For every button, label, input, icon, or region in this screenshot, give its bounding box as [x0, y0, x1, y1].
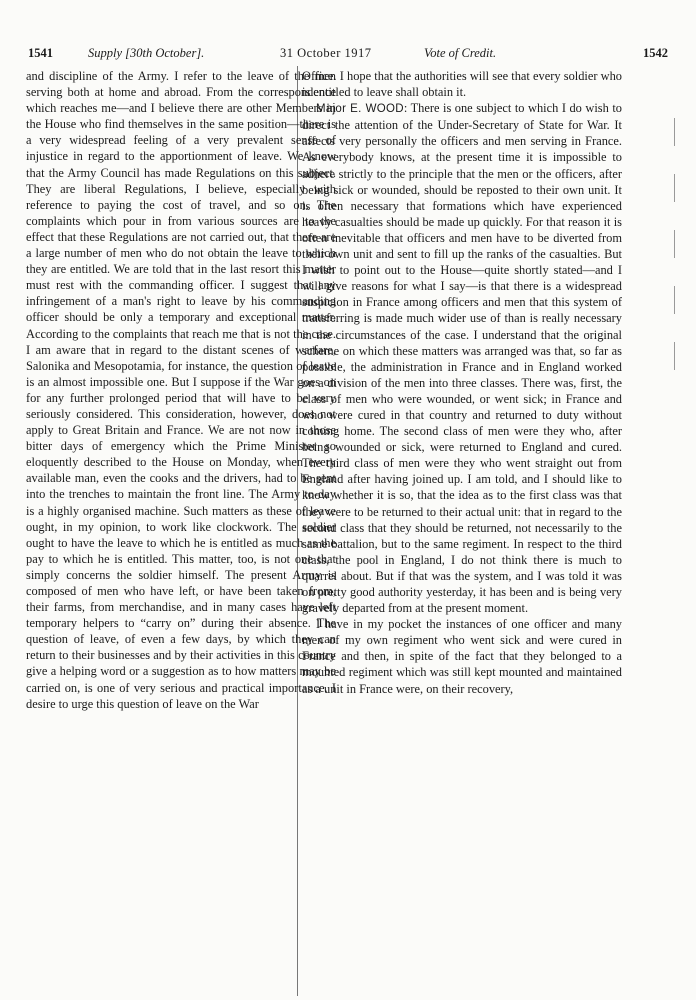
header-date: 31 October 1917	[280, 46, 372, 60]
scan-edge-marks	[670, 90, 680, 970]
left-column-paragraph: and discipline of the Army. I refer to the leave of the men serving both at home and abroad. From the correspondence which reaches me—and I believe there are other Members in the House who find themselves in the same position—there is a very widespread feeling of a very prevalent sense of injustice in regard to the apportionment of leave. We know that the Army Council has made Regulations on this subject. They are liberal Regulations, I believe, especially with reference to paying the cost of travel, and so on. The complaints which pour in from various sources are to the effect that these Regulations are not carried out, that there are a large number of men who do not obtain the leave to which they are entitled. We are told that in the last resort this matter must rest with the commanding officer. I suggest that any infringement of a man's right to leave by his commanding officer should be only a temporary and exceptional matter. According to the complaints that reach me that is not the case. I am aware that in regard to the distant scenes of warfare, Salonika and Mesopotamia, for instance, the question of leave is an almost impossible one. But I suppose if the War goes on for any further prolonged period that will have to be very seriously considered. This consideration, however, does not apply to Great Britain and France. We are not now in those bitter days of emergency which the Prime Minister so eloquently described to the House on Monday, when every available man, even the cooks and the drivers, had to be sent into the trenches to maintain the front line. The Army to-day is a highly organised machine. Such matters as these of leave ought, in my opinion, to work like clockwork. The soldier ought to have the leave to which he is entitled as much as the pay to which he is entitled. This matter, too, is not one that simply concerns the soldier himself. The present Army is composed of men who have left, or have been taken from, their farms, from merchandise, and in many cases have left temporary helpers to “carry on” during their absence. The question of leave, of even a few days, by which they can return to their businesses and by their activities in this country give a helping word or a suggestion as to how matters may be carried on, is one of very serious and practical importance. I desire to urge this question of leave on the War	[26, 69, 336, 711]
speaker-name: Major E. WOOD	[316, 103, 404, 116]
right-column	[302, 68, 622, 697]
right-running-title: Vote of Credit.	[424, 46, 497, 60]
speech-paragraph	[302, 100, 622, 616]
left-column	[26, 68, 336, 712]
page-header	[28, 46, 668, 68]
right-column-paragraph-1: Office. I hope that the authorities will see that every soldier who is entitled to leave shall obtain it.	[302, 69, 622, 100]
right-page-number: 1542	[643, 46, 668, 60]
speech-text: : There is one subject to which I do wish to direct the attention of the Under-Secretary of State for War. It affects very personally the officers and men serving in France. As everybody knows, at the present time it is impossible to adhere strictly to the principle that the men or the officers, after being sick or wounded, should be reposted to their own unit. It is often necessary that formations which have experienced heavy casualties should be made up quickly. For that reason it is often inevitable that officers and men have to be diverted from their own unit and sent to fill up the ranks of the casualties. But I wish to point out to the House—quite shortly stated—and I will give reasons for what I say—is that there is a widespread suspicion in France among officers and men that this system of transferring is made much wider use of than is really necessary in the circumstances of the case. I understand that the original scheme on which these matters was arranged was that, so far as possible, the administration in France and in England worked on a division of the men into three classes. There was, first, the class of men who were wounded, or went sick; in France and who were cured in that country and returned to duty without coming home. The second class of men were they who, after being wounded or sick, were returned to England and cured. The third class of men were they who went straight out from England after having joined up. I am told, and I should like to know whether it is so, that the idea as to the first class was that they were to be returned to their actual unit: that in regard to the second class that they should be returned, not necessarily to the same battalion, but to the same regiment. In respect to the third class, the pool in England, I do not think there is much to quarrel about. But if that was the system, and I was told it was on pretty good authority yesterday, it has been and is being very gravely departed from at the present moment.	[302, 101, 622, 616]
right-column-paragraph-3: I have in my pocket the instances of one officer and many men of my own regiment who went sick and were cured in France and then, in spite of the fact that they belonged to a mounted regiment which was still kept mounted and maintained as a unit in France were, on their recovery,	[302, 617, 622, 696]
left-running-title: Supply [30th October].	[88, 46, 205, 60]
left-page-number: 1541	[28, 46, 53, 60]
